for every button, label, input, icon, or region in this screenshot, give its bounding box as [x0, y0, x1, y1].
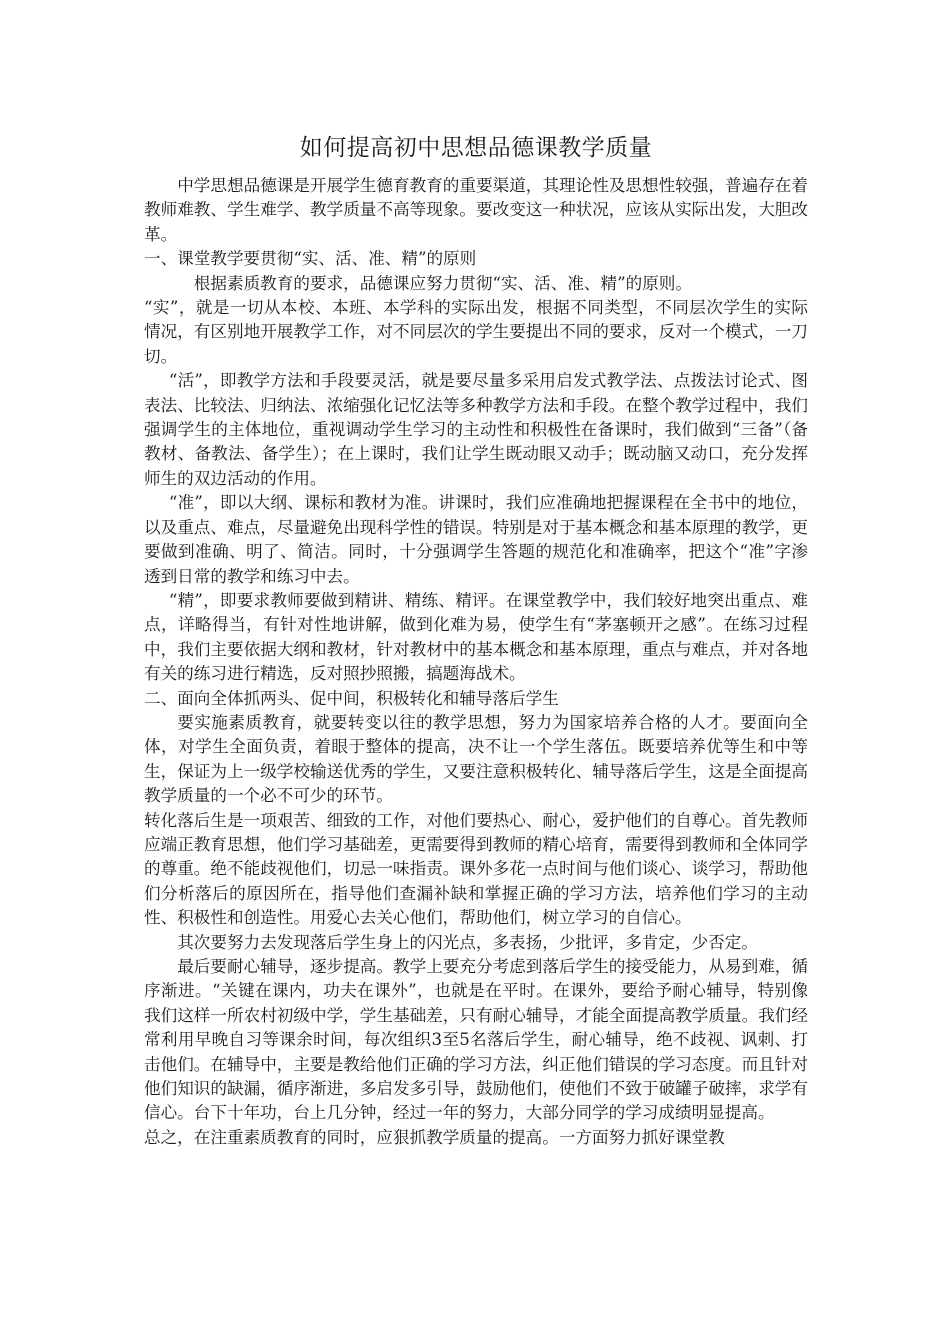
paragraph-transform-students: 转化落后生是一项艰苦、细致的工作，对他们要热心、耐心，爱护他们的自尊心。首先教师应端正教育思想，他们学习基础差，更需要得到教师的精心培育，需要得到教师和全体同学的尊重。绝不能歧视他们，切忌一味指责。课外多花一点时间与他们谈心、谈学习，帮助他们分析落后的原因所在，指导他们查漏补缺和掌握正确的学习方法，培养他们学习的主动性、积极性和创造性。用爱心去关心他们，帮助他们，树立学习的自信心。: [144, 810, 808, 928]
document-body: [144, 128, 808, 1150]
paragraph-shi: “实”，就是一切从本校、本班、本学科的实际出发，根据不同类型，不同层次学生的实际情况，有区别地开展教学工作，对不同层次的学生要提出不同的要求，反对一个模式，一刀切。: [144, 298, 808, 366]
section-heading-1: 一、课堂教学要贯彻“实、活、准、精”的原则: [144, 249, 477, 269]
paragraph-principle: 根据素质教育的要求，品德课应努力贯彻“实、活、准、精”的原则。: [193, 273, 692, 293]
paragraph-zhun: “准”，即以大纲、课标和教材为准。讲课时，我们应准确地把握课程在全书中的地位，以及重点、难点，尽量避免出现科学性的错误。特别是对于基本概念和基本原理的教学，更要做到准确、明了、简洁。同时，十分强调学生答题的规范化和准确率，把这个“准”字渗透到日常的教学和练习中去。: [144, 493, 808, 586]
paragraph-huo: “活”，即教学方法和手段要灵活，就是要尽量多采用启发式教学法、点拨法讨论式、图表法、比较法、归纳法、浓缩强化记忆法等多种教学方法和手段。在整个教学过程中，我们强调学生的主体地位，重视调动学生学习的主动性和积极性在备课时，我们做到“三备”（备教材、备教法、备学生）；在上课时，我们让学生既动眼又动手；既动脑又动口，充分发挥师生的双边活动的作用。: [144, 371, 808, 488]
document-title: 如何提高初中思想品德课教学质量: [299, 135, 653, 161]
paragraph-quality-education: 要实施素质教育，就要转变以往的教学思想，努力为国家培养合格的人才。要面向全体，对学生全面负责，着眼于整体的提高，决不让一个学生落伍。既要培养优等生和中等生，保证为上一级学校输送优秀的学生，又要注意积极转化、辅导落后学生，这是全面提高教学质量的一个必不可少的环节。: [144, 712, 808, 806]
paragraph-tutoring: 最后要耐心辅导，逐步提高。教学上要充分考虑到落后学生的接受能力，从易到难，循序渐进。“关键在课内，功夫在课外”，也就是在平时。在课外，要给予耐心辅导，特别像我们这样一所农村初级中学，学生基础差，只有耐心辅导，才能全面提高教学质量。我们经常利用早晚自习等课余时间，每次组织3至5名落后学生，耐心辅导，绝不歧视、讽刺、打击他们。在辅导中，主要是教给他们正确的学习方法，纠正他们错误的学习态度。而且针对他们知识的缺漏，循序渐进，多启发多引导，鼓励他们，使他们不致于破罐子破摔，求学有信心。台下十年功，台上几分钟，经过一年的努力，大部分同学的学习成绩明显提高。: [144, 957, 808, 1123]
paragraph-praise: 其次要努力去发现落后学生身上的闪光点，多表扬，少批评，多肯定，少否定。: [177, 932, 758, 952]
section-heading-2: 二、面向全体抓两头、促中间，积极转化和辅导落后学生: [144, 688, 559, 708]
paragraph-jing: “精”，即要求教师要做到精讲、精练、精评。在课堂教学中，我们较好地突出重点、难点，详略得当，有针对性地讲解，做到化难为易，使学生有“茅塞顿开之感”。在练习过程中，我们主要依据大纲和教材，针对教材中的基本概念和基本原理，重点与难点，并对各地有关的练习进行精选，反对照抄照搬，搞题海战术。: [144, 590, 808, 684]
paragraph-conclusion: 总之，在注重素质教育的同时，应狠抓教学质量的提高。一方面努力抓好课堂教: [144, 1127, 725, 1147]
intro-paragraph: 中学思想品德课是开展学生德育教育的重要渠道，其理论性及思想性较强，普遍存在着教师难教、学生难学、教学质量不高等现象。要改变这一种状况，应该从实际出发，大胆改革。: [144, 176, 808, 244]
